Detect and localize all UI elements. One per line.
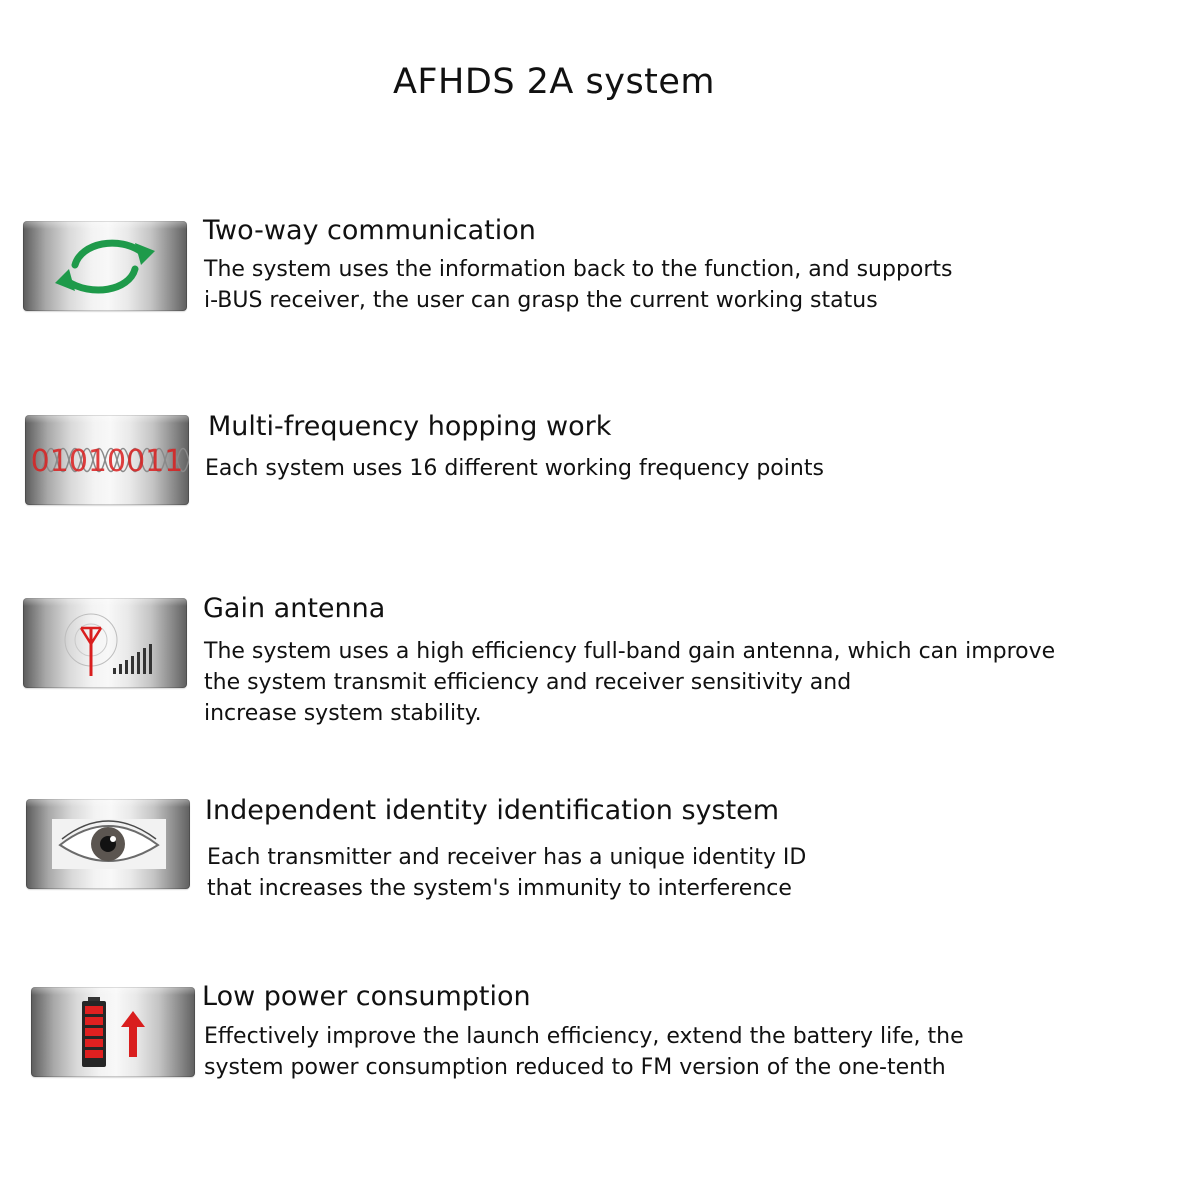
binary-digits: 01010011: [30, 444, 184, 479]
feature-title: Independent identity identification system: [205, 795, 780, 826]
description-line: increase system stability.: [204, 701, 482, 726]
frequency-hopping-icon: [25, 415, 189, 505]
description-line: i-BUS receiver, the user can grasp the current working status: [204, 288, 878, 313]
feature-icon-tile: [25, 415, 189, 505]
feature-title: Multi-frequency hopping work: [208, 411, 612, 442]
feature-description: [204, 254, 953, 316]
description-line: The system uses the information back to the function, and supports: [204, 257, 953, 282]
feature-title: Low power consumption: [202, 981, 531, 1012]
feature-icon-tile: [31, 987, 195, 1077]
eye-icon: [26, 799, 190, 889]
feature-title: Two-way communication: [203, 215, 536, 246]
antenna-signal-icon: [23, 598, 187, 688]
page-title: AFHDS 2A system: [392, 62, 716, 102]
description-line: Each system uses 16 different working frequency points: [205, 456, 824, 481]
feature-icon-tile: [23, 598, 187, 688]
description-line: The system uses a high efficiency full-band gain antenna, which can improve: [204, 639, 1056, 664]
feature-icon-tile: [26, 799, 190, 889]
description-line: that increases the system's immunity to interference: [207, 876, 792, 901]
description-line: the system transmit efficiency and receiver sensitivity and: [204, 670, 852, 695]
feature-description: [204, 1021, 964, 1083]
battery-up-icon: [31, 987, 195, 1077]
feature-description: [204, 636, 1055, 729]
description-line: Effectively improve the launch efficiency, extend the battery life, the: [204, 1024, 964, 1049]
description-line: system power consumption reduced to FM version of the one-tenth: [204, 1055, 946, 1080]
feature-title: Gain antenna: [203, 593, 386, 624]
description-line: Each transmitter and receiver has a unique identity ID: [207, 845, 807, 870]
feature-description: [207, 842, 806, 904]
sync-arrows-icon: [23, 221, 187, 311]
feature-description: [205, 453, 824, 484]
feature-icon-tile: [23, 221, 187, 311]
